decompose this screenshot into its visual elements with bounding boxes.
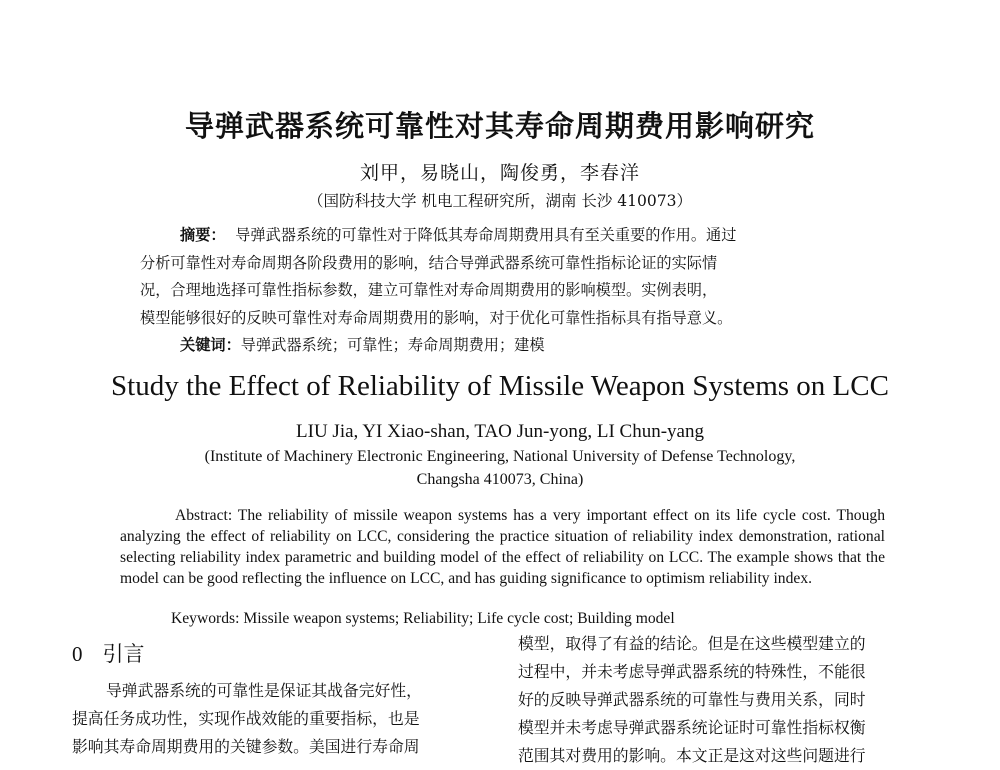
chinese-keywords-label: 关键词： [180, 336, 241, 354]
chinese-abstract-line: 模型能够很好的反映可靠性对寿命周期费用的影响，对于优化可靠性指标具有指导意义。 [140, 308, 733, 327]
body-line: 好的反映导弹武器系统的可靠性与费用关系，同时 [518, 690, 866, 709]
chinese-abstract [140, 222, 868, 360]
body-line: 导弹武器系统的可靠性是保证其战备完好性， [106, 681, 422, 700]
section-title: 引言 [102, 642, 145, 666]
english-authors: LIU Jia, YI Xiao-shan, TAO Jun-yong, LI Chun-yang [296, 421, 704, 442]
english-keywords: Keywords: Missile weapon systems; Reliability; Life cycle cost; Building model [171, 610, 675, 627]
english-abstract: Abstract: The reliability of missile weapon systems has a very important effect on its life cycle cost. Though analyzing the effect of reliability on LCC, considering the practice situation of reliability index demonstration, rational selecting reliability index parametric and building model of the effect of reliability on LCC. The example shows that the model can be good reflecting the influence on LCC, and has guiding significance to optimism reliability index. [120, 507, 885, 587]
chinese-authors: 刘甲，易晓山，陶俊勇，李春洋 [359, 162, 640, 184]
body-line: 提高任务成功性，实现作战效能的重要指标，也是 [72, 709, 420, 728]
chinese-abstract-line: 分析可靠性对寿命周期各阶段费用的影响，结合导弹武器系统可靠性指标论证的实际情 [140, 253, 718, 272]
chinese-title: 导弹武器系统可靠性对其寿命周期费用影响研究 [184, 109, 815, 143]
left-column-body [72, 677, 490, 761]
chinese-abstract-text: 导弹武器系统的可靠性对于降低其寿命周期费用具有至关重要的作用。通过 [235, 226, 737, 244]
body-line: 模型，取得了有益的结论。但是在这些模型建立的 [518, 634, 866, 653]
chinese-abstract-label: 摘要： [180, 226, 226, 244]
section-number: 0 [72, 642, 83, 666]
chinese-keywords-text: 导弹武器系统；可靠性；寿命周期费用；建模 [240, 336, 545, 354]
chinese-abstract-line: 况，合理地选择可靠性指标参数，建立可靠性对寿命周期费用的影响模型。实例表明， [140, 281, 718, 299]
right-column-body [518, 630, 936, 770]
english-title: Study the Effect of Reliability of Missile Weapon Systems on LCC [111, 370, 889, 402]
english-affiliation-line-1: (Institute of Machinery Electronic Engineering, National University of Defense Technology, [204, 448, 796, 465]
body-line: 范围其对费用的影响。本文正是这对这些问题进行 [518, 746, 866, 765]
chinese-keywords [140, 332, 868, 360]
section-heading [72, 638, 145, 668]
chinese-abstract-line [140, 222, 868, 250]
english-affiliation-line-2: Changsha 410073, China) [416, 471, 584, 488]
body-line: 影响其寿命周期费用的关键参数。美国进行寿命周 [72, 737, 420, 756]
chinese-affiliation: （国防科技大学 机电工程研究所，湖南 长沙 410073） [308, 192, 692, 210]
body-line: 模型并未考虑导弹武器系统论证时可靠性指标权衡 [518, 718, 866, 737]
body-line: 过程中，并未考虑导弹武器系统的特殊性，不能很 [518, 662, 866, 681]
